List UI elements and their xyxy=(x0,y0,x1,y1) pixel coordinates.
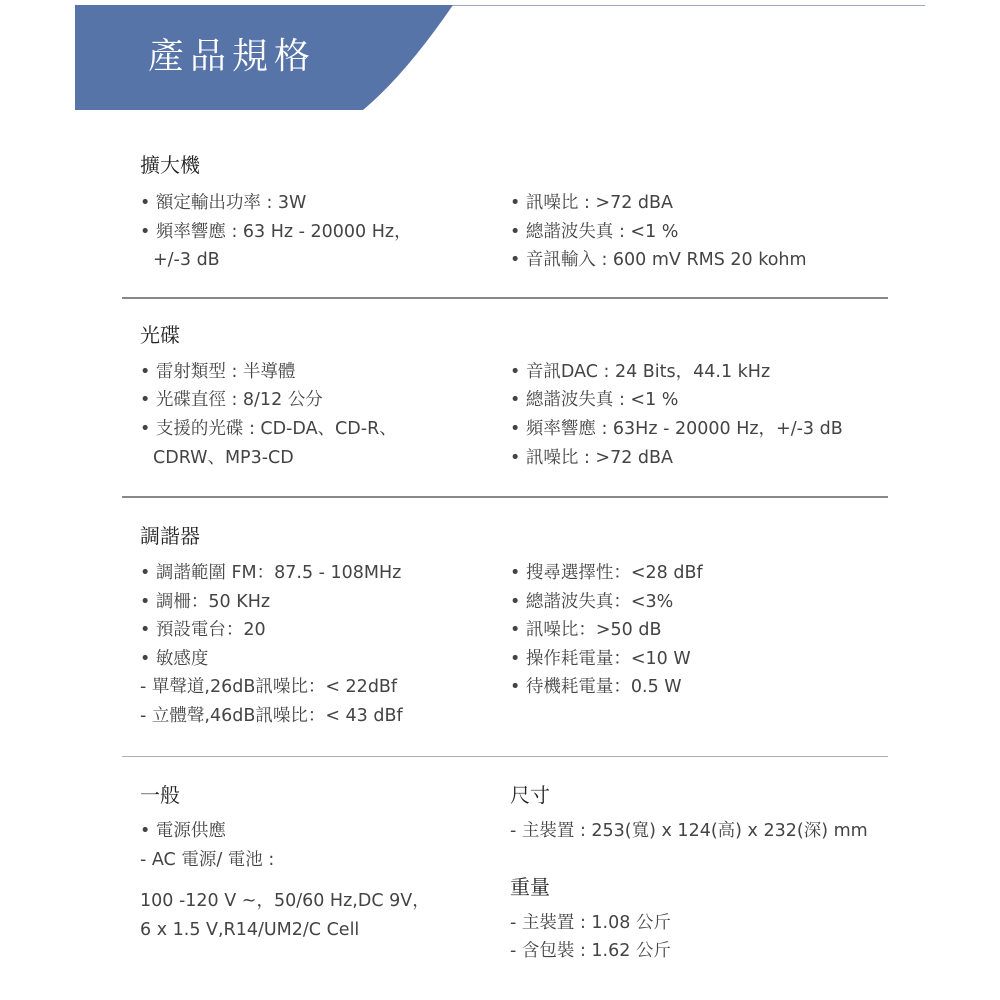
spec-item: - 主裝置 : 253(寬) x 124(高) x 232(深) mm xyxy=(510,821,868,841)
disc-heading: 光碟 xyxy=(140,323,180,347)
spec-item: • 待機耗電量：0.5 W xyxy=(510,677,682,697)
spec-item: • 總諧波失真：<3% xyxy=(510,592,674,612)
spec-item: • 光碟直徑 : 8/12 公分 xyxy=(140,390,323,410)
spec-item: • 雷射類型 : 半導體 xyxy=(140,362,296,382)
spec-item: 6 x 1.5 V,R14/UM2/C Cell xyxy=(140,920,360,940)
spec-item: • 總諧波失真 : <1 % xyxy=(510,222,679,242)
spec-item: - AC 電源/ 電池 : xyxy=(140,850,275,870)
spec-item: • 音訊輸入 : 600 mV RMS 20 kohm xyxy=(510,250,807,270)
spec-item: • 搜尋選擇性：<28 dBf xyxy=(510,563,703,583)
tuner-heading: 調諧器 xyxy=(140,524,200,548)
spec-item: CDRW、MP3-CD xyxy=(153,448,294,468)
spec-item: - 主裝置 : 1.08 公斤 xyxy=(510,913,671,933)
amplifier-heading: 擴大機 xyxy=(140,153,200,177)
dimensions-heading: 尺寸 xyxy=(510,783,550,807)
page-title: 產品規格 xyxy=(148,36,317,77)
spec-item: • 頻率響應 : 63Hz - 20000 Hz，+/-3 dB xyxy=(510,419,843,439)
spec-item: • 調柵：50 KHz xyxy=(140,592,271,612)
title-banner xyxy=(75,5,453,110)
spec-item: • 音訊DAC : 24 Bits，44.1 kHz xyxy=(510,362,771,382)
spec-item: • 訊噪比 : >72 dBA xyxy=(510,193,673,213)
spec-item: - 立體聲,46dB訊噪比：< 43 dBf xyxy=(140,706,403,726)
spec-item: • 調諧範圍 FM：87.5 - 108MHz xyxy=(140,563,402,583)
section-divider xyxy=(122,756,888,757)
spec-item: • 預設電台：20 xyxy=(140,620,266,640)
spec-item: +/-3 dB xyxy=(153,250,220,270)
spec-item: • 訊噪比 : >72 dBA xyxy=(510,448,673,468)
section-divider xyxy=(122,297,888,299)
general-heading: 一般 xyxy=(140,783,180,807)
spec-item: • 電源供應 xyxy=(140,821,226,841)
spec-item: • 敏感度 xyxy=(140,649,209,669)
weight-heading: 重量 xyxy=(510,875,550,899)
spec-item: • 總諧波失真 : <1 % xyxy=(510,390,679,410)
spec-item: - 單聲道,26dB訊噪比：< 22dBf xyxy=(140,677,398,697)
spec-item: • 頻率響應 : 63 Hz - 20000 Hz， xyxy=(140,222,412,242)
spec-item: • 訊噪比：>50 dB xyxy=(510,620,662,640)
spec-item: - 含包裝 : 1.62 公斤 xyxy=(510,941,671,961)
spec-item: • 額定輸出功率 : 3W xyxy=(140,193,307,213)
spec-item: • 支援的光碟 : CD-DA、CD-R、 xyxy=(140,419,397,439)
spec-item: • 操作耗電量：<10 W xyxy=(510,649,691,669)
spec-item: 100 -120 V ~，50/60 Hz,DC 9V， xyxy=(140,891,430,911)
section-divider xyxy=(122,496,888,498)
